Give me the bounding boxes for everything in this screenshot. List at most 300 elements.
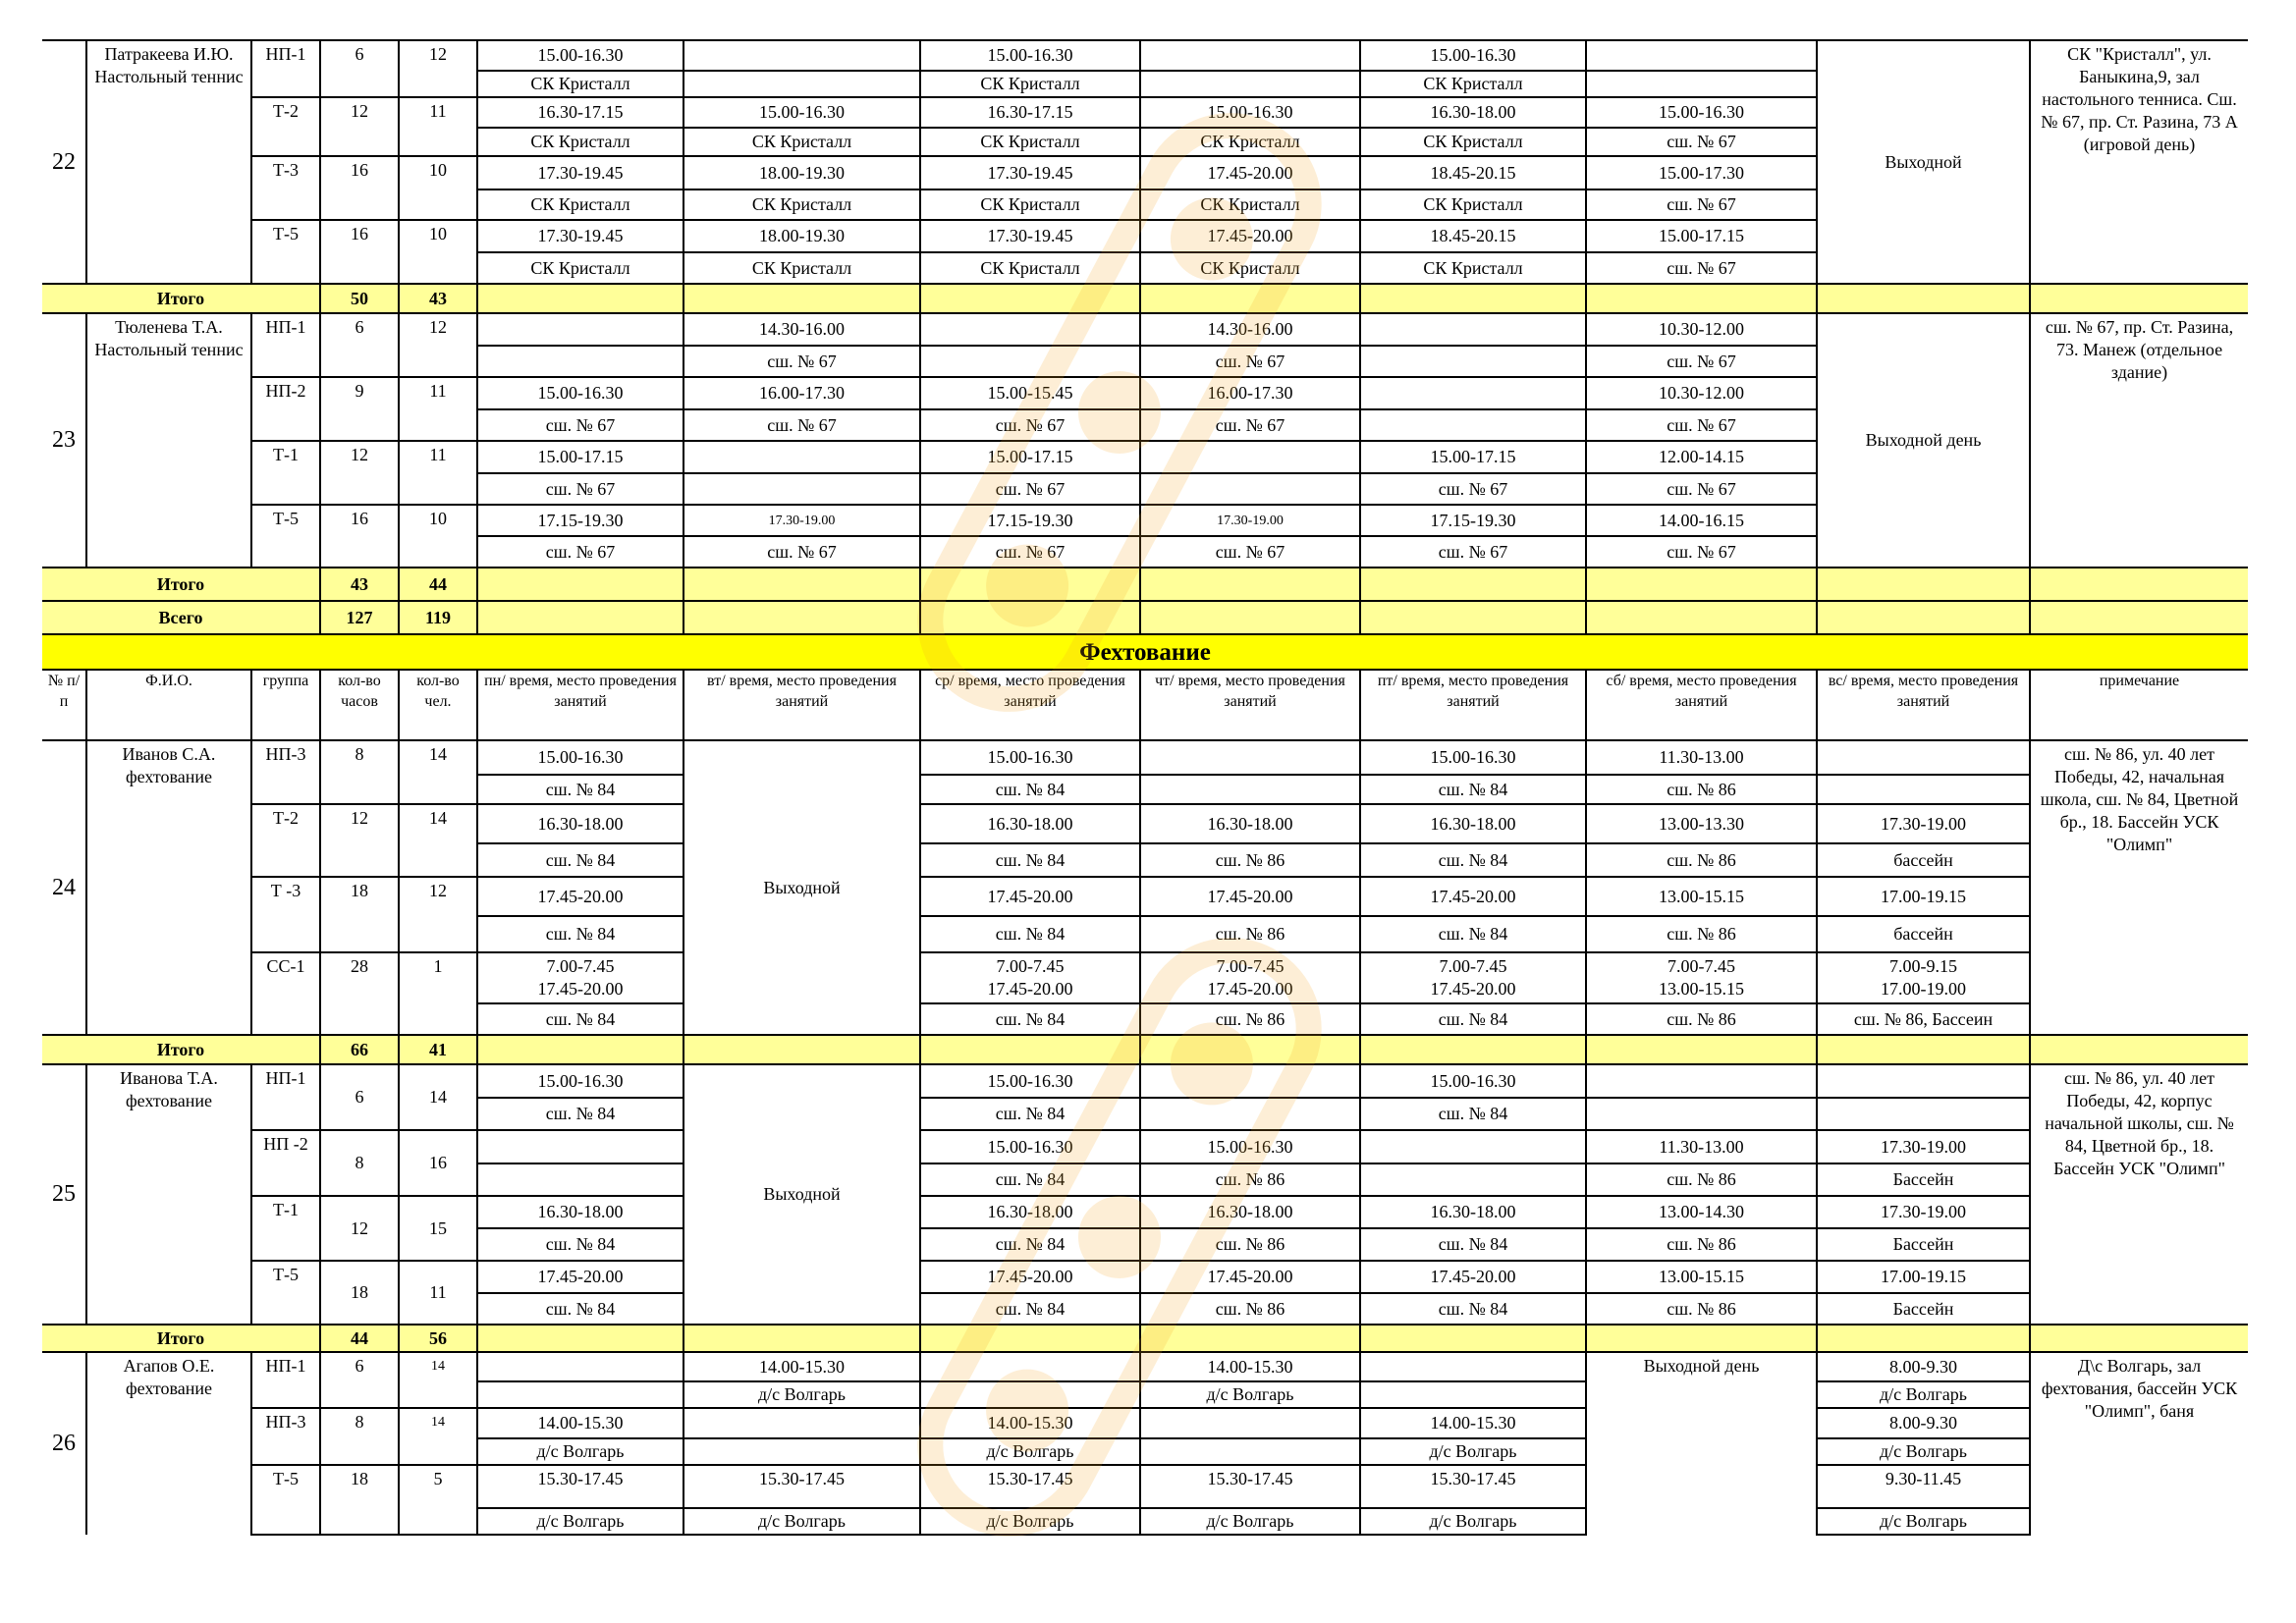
time-pm: 17.45-20.00 [987,979,1073,999]
col-header-people: кол-во чел. [399,670,477,740]
fri-time: 15.00-16.30 [1360,40,1586,71]
sun-time: 17.30-19.00 [1817,1130,2030,1163]
sun-place: Бассейн [1817,1293,2030,1325]
people-count: 14 [399,804,477,877]
people-count: 12 [399,313,477,377]
hours-count: 8 [320,740,399,804]
thu-place: СК Кристалл [1140,189,1360,220]
time-pm: 17.45-20.00 [1430,979,1516,999]
sun-time [1817,1064,2030,1098]
hours-count: 6 [320,313,399,377]
wed-place: сш. № 84 [920,843,1140,877]
sun-time [1817,740,2030,775]
wed-time [920,313,1140,346]
sat-time: 13.00-14.30 [1586,1196,1817,1228]
hours-count: 6 [320,40,399,97]
sat-time [1586,40,1817,71]
total-hours: 43 [320,568,399,601]
sun-time: 8.00-9.30 [1817,1352,2030,1381]
sat-place: сш. № 67 [1586,252,1817,284]
col-header-mon: пн/ время, место проведения занятий [477,670,683,740]
wed-place [920,1381,1140,1408]
sun-place [1817,775,2030,804]
thu-place [1140,775,1360,804]
col-header-thu: чт/ время, место проведения занятий [1140,670,1360,740]
total-row [42,568,2248,601]
tue-time [683,40,920,71]
thu-time: 17.45-20.00 [1140,220,1360,252]
group-name: СС-1 [251,952,320,1035]
group-name: Т-5 [251,1465,320,1535]
group-name: Т-2 [251,804,320,877]
tue-place: СК Кристалл [683,252,920,284]
mon-place: сш. № 84 [477,1098,683,1130]
mon-time: 16.30-18.00 [477,804,683,843]
thu-time: 16.00-17.30 [1140,377,1360,409]
row-number: 24 [42,740,86,1035]
thu-time: 17.45-20.00 [1140,1261,1360,1293]
tue-place: д/с Волгарь [683,1381,920,1408]
row-number: 26 [42,1352,86,1535]
sun-place: сш. № 86, Бассеин [1817,1003,2030,1035]
mon-time: 17.45-20.00 [477,1261,683,1293]
sun-time: 17.30-19.00 [1817,1196,2030,1228]
mon-place: сш. № 84 [477,843,683,877]
column-headers [42,670,2248,740]
wed-time: 15.00-16.30 [920,1064,1140,1098]
group-name: НП-3 [251,1408,320,1465]
coach-name: Тюленева Т.А. Настольный теннис [86,313,251,568]
col-header-note: примечание [2030,670,2248,740]
sun-place: бассейн [1817,843,2030,877]
sat-time: 13.00-15.15 [1586,1261,1817,1293]
col-header-sun: вс/ время, место проведения занятий [1817,670,2030,740]
section-title: Фехтование [42,634,2248,670]
thu-place: СК Кристалл [1140,252,1360,284]
wed-time: 16.30-18.00 [920,1196,1140,1228]
tue-place: сш. № 67 [683,409,920,441]
people-count: 1 [399,952,477,1035]
wed-time: 14.00-15.30 [920,1408,1140,1438]
thu-time: 14.30-16.00 [1140,313,1360,346]
tue-time: 14.00-15.30 [683,1352,920,1381]
hours-count: 12 [320,441,399,505]
mon-time: 15.00-16.30 [477,740,683,775]
fri-time: 18.45-20.15 [1360,156,1586,189]
wed-place: д/с Волгарь [920,1438,1140,1465]
fri-place [1360,1381,1586,1408]
wed-place: СК Кристалл [920,128,1140,156]
thu-time: 16.30-18.00 [1140,804,1360,843]
sat-time: 13.00-13.30 [1586,804,1817,843]
sun-time: 9.30-11.45 [1817,1465,2030,1508]
sat-place: сш. № 86 [1586,1228,1817,1261]
fri-time: 17.15-19.30 [1360,505,1586,536]
sun-place: д/с Волгарь [1817,1381,2030,1408]
wed-place: сш. № 84 [920,1228,1140,1261]
tue-time: 18.00-19.30 [683,156,920,189]
wed-place: сш. № 84 [920,775,1140,804]
row-number: 23 [42,313,86,568]
hours-count: 8 [320,1408,399,1465]
mon-place: сш. № 84 [477,1293,683,1325]
row-number: 25 [42,1064,86,1325]
thu-place: сш. № 86 [1140,1293,1360,1325]
hours-count: 18 [320,877,399,952]
time-pm: 17.00-19.00 [1881,979,1966,999]
fri-place: сш. № 84 [1360,1098,1586,1130]
mon-place: СК Кристалл [477,189,683,220]
fri-time: 14.00-15.30 [1360,1408,1586,1438]
total-people: 41 [399,1035,477,1064]
wed-place [920,346,1140,377]
sat-place: сш. № 86 [1586,1293,1817,1325]
hours-count: 12 [320,97,399,156]
sat-place: сш. № 67 [1586,346,1817,377]
sat-time: 12.00-14.15 [1586,441,1817,473]
total-label: Итого [42,1325,320,1352]
tue-time: 17.30-19.00 [683,505,920,536]
people-count: 14 [399,1352,477,1408]
people-count: 14 [399,1064,477,1130]
fri-time: 17.45-20.00 [1360,1261,1586,1293]
total-people: 44 [399,568,477,601]
wed-place: сш. № 67 [920,473,1140,505]
sat-place: сш. № 67 [1586,473,1817,505]
fri-place: сш. № 84 [1360,916,1586,952]
wed-place: СК Кристалл [920,189,1140,220]
sat-place: сш. № 86 [1586,916,1817,952]
sun-time-double [1817,952,2030,1003]
tue-place [683,71,920,97]
thu-place: сш. № 67 [1140,536,1360,568]
mon-place: СК Кристалл [477,128,683,156]
wed-place: сш. № 84 [920,1098,1140,1130]
mon-place: сш. № 84 [477,1228,683,1261]
mon-place [477,346,683,377]
col-header-tue: вт/ время, место проведения занятий [683,670,920,740]
fri-place [1360,409,1586,441]
group-name: Т-3 [251,156,320,220]
group-name: НП-1 [251,40,320,97]
sun-day-off: Выходной день [1817,313,2030,568]
fri-time [1360,1130,1586,1163]
col-header-sat: сб/ время, место проведения занятий [1586,670,1817,740]
tue-place: СК Кристалл [683,189,920,220]
sun-place: Бассейн [1817,1228,2030,1261]
sat-time: 13.00-15.15 [1586,877,1817,916]
tue-time: 15.30-17.45 [683,1465,920,1508]
wed-time: 15.00-16.30 [920,740,1140,775]
mon-time: 15.00-16.30 [477,1064,683,1098]
wed-place: СК Кристалл [920,252,1140,284]
time-pm: 13.00-15.15 [1659,979,1744,999]
fri-time [1360,1352,1586,1381]
sun-place: д/с Волгарь [1817,1508,2030,1535]
sat-place: сш. № 86 [1586,1003,1817,1035]
people-count: 11 [399,97,477,156]
wed-time-double [920,952,1140,1003]
sat-time: 10.30-12.00 [1586,377,1817,409]
hours-count: 16 [320,220,399,284]
hours-count: 18 [320,1261,399,1325]
sun-place: д/с Волгарь [1817,1438,2030,1465]
people-count: 10 [399,156,477,220]
thu-place: сш. № 86 [1140,1163,1360,1196]
hours-count: 28 [320,952,399,1035]
mon-time: 15.00-16.30 [477,40,683,71]
mon-place [477,1381,683,1408]
fri-place: сш. № 84 [1360,1228,1586,1261]
hours-count: 6 [320,1064,399,1130]
time-pm: 17.45-20.00 [1207,979,1293,999]
group-name: Т-5 [251,505,320,568]
row-number: 22 [42,40,86,284]
coach-name: Иванов С.А. фехтование [86,740,251,1035]
wed-time: 15.00-16.30 [920,1130,1140,1163]
total-people: 56 [399,1325,477,1352]
hours-count: 12 [320,804,399,877]
group-name: НП-1 [251,313,320,377]
sat-time: 15.00-17.30 [1586,156,1817,189]
mon-time: 16.30-17.15 [477,97,683,128]
mon-place [477,1163,683,1196]
tue-place [683,473,920,505]
tue-time: 18.00-19.30 [683,220,920,252]
people-count: 11 [399,441,477,505]
wed-time: 15.00-16.30 [920,40,1140,71]
fri-time: 15.00-16.30 [1360,740,1586,775]
thu-time [1140,441,1360,473]
group-name: НП-2 [251,377,320,441]
thu-time-double [1140,952,1360,1003]
fri-place [1360,346,1586,377]
hours-count: 8 [320,1130,399,1196]
mon-place: сш. № 84 [477,1003,683,1035]
mon-place: сш. № 67 [477,536,683,568]
mon-place: сш. № 84 [477,916,683,952]
sun-place: Бассейн [1817,1163,2030,1196]
thu-place: сш. № 86 [1140,916,1360,952]
mon-time: 15.00-16.30 [477,377,683,409]
mon-time: 14.00-15.30 [477,1408,683,1438]
tue-place: сш. № 67 [683,536,920,568]
thu-place: СК Кристалл [1140,128,1360,156]
mon-place: сш. № 67 [477,473,683,505]
wed-time: 17.45-20.00 [920,877,1140,916]
thu-time [1140,1408,1360,1438]
tue-place: д/с Волгарь [683,1508,920,1535]
wed-place: д/с Волгарь [920,1508,1140,1535]
people-count: 10 [399,505,477,568]
mon-time: 15.30-17.45 [477,1465,683,1508]
fri-place: сш. № 84 [1360,1293,1586,1325]
sat-time: 15.00-16.30 [1586,97,1817,128]
mon-time: 15.00-17.15 [477,441,683,473]
tue-time [683,1408,920,1438]
group-name: НП-1 [251,1064,320,1130]
tue-place [683,1438,920,1465]
col-header-fio: Ф.И.О. [86,670,251,740]
fri-place: сш. № 67 [1360,536,1586,568]
wed-time: 16.30-18.00 [920,804,1140,843]
thu-place: сш. № 67 [1140,346,1360,377]
thu-time: 15.00-16.30 [1140,97,1360,128]
wed-time: 15.00-15.45 [920,377,1140,409]
thu-place: сш. № 67 [1140,409,1360,441]
mon-time: 17.15-19.30 [477,505,683,536]
hours-count: 16 [320,505,399,568]
wed-time: 16.30-17.15 [920,97,1140,128]
thu-place: д/с Волгарь [1140,1381,1360,1408]
fri-place: д/с Волгарь [1360,1508,1586,1535]
wed-place: сш. № 84 [920,1003,1140,1035]
people-count: 11 [399,377,477,441]
thu-place: сш. № 86 [1140,843,1360,877]
people-count: 12 [399,40,477,97]
sat-place: сш. № 67 [1586,409,1817,441]
people-count: 12 [399,877,477,952]
fri-place: СК Кристалл [1360,189,1586,220]
total-hours: 66 [320,1035,399,1064]
total-people: 43 [399,284,477,313]
thu-place: сш. № 86 [1140,1003,1360,1035]
mon-place: д/с Волгарь [477,1438,683,1465]
wed-place: сш. № 84 [920,916,1140,952]
sat-place: сш. № 86 [1586,775,1817,804]
group-name: НП-3 [251,740,320,804]
grand-total-hours: 127 [320,601,399,634]
sun-place [1817,1098,2030,1130]
mon-time: 17.30-19.45 [477,220,683,252]
hours-count: 18 [320,1465,399,1535]
mon-time: 17.30-19.45 [477,156,683,189]
wed-time: 17.30-19.45 [920,156,1140,189]
note-cell: сш. № 86, ул. 40 лет Победы, 42, начальная школа, сш. № 84, Цветной бр., 18. Бассейн УСК "Олимп" [2030,740,2248,1035]
note-cell: СК "Кристалл", ул. Баныкина,9, зал настольного тенниса. Сш. № 67, пр. Ст. Разина, 73 А (игровой день) [2030,40,2248,284]
mon-place: СК Кристалл [477,71,683,97]
total-row [42,1325,2248,1352]
hours-count: 9 [320,377,399,441]
thu-time: 14.00-15.30 [1140,1352,1360,1381]
sat-time: 11.30-13.00 [1586,740,1817,775]
thu-time [1140,1064,1360,1098]
mon-time [477,1130,683,1163]
fri-time: 15.00-16.30 [1360,1064,1586,1098]
sat-time: 15.00-17.15 [1586,220,1817,252]
schedule-table [42,39,2248,1536]
people-count: 16 [399,1130,477,1196]
thu-place: сш. № 86 [1140,1228,1360,1261]
wed-place: сш. № 84 [920,1293,1140,1325]
fri-time: 18.45-20.15 [1360,220,1586,252]
mon-place: сш. № 84 [477,775,683,804]
total-label: Итого [42,1035,320,1064]
people-count: 14 [399,1408,477,1465]
group-name: Т-1 [251,441,320,505]
sat-place: сш. № 67 [1586,536,1817,568]
wed-place: сш. № 84 [920,1163,1140,1196]
hours-count: 12 [320,1196,399,1261]
sun-place: бассейн [1817,916,2030,952]
note-cell: сш. № 86, ул. 40 лет Победы, 42, корпус начальной школы, сш. № 84, Цветной бр., 18. Бассейн УСК "Олимп" [2030,1064,2248,1325]
wed-time: 17.15-19.30 [920,505,1140,536]
people-count: 14 [399,740,477,804]
wed-place: сш. № 67 [920,409,1140,441]
sun-time: 17.00-19.15 [1817,877,2030,916]
people-count: 10 [399,220,477,284]
fri-time: 16.30-18.00 [1360,97,1586,128]
sat-place [1586,1098,1817,1130]
grand-total-label: Всего [42,601,320,634]
people-count: 11 [399,1261,477,1325]
sun-time: 8.00-9.30 [1817,1408,2030,1438]
sat-place: сш. № 86 [1586,843,1817,877]
people-count: 5 [399,1465,477,1535]
mon-place: сш. № 67 [477,409,683,441]
total-label: Итого [42,284,320,313]
fri-time: 16.30-18.00 [1360,804,1586,843]
grand-total-people: 119 [399,601,477,634]
time-am: 7.00-7.45 [1439,956,1507,976]
coach-name: Патракеева И.Ю. Настольный теннис [86,40,251,284]
total-hours: 44 [320,1325,399,1352]
mon-time: 16.30-18.00 [477,1196,683,1228]
sun-day-off: Выходной [1817,40,2030,284]
mon-time-double [477,952,683,1003]
fri-time [1360,313,1586,346]
coach-name: Агапов О.Е. фехтование [86,1352,251,1535]
col-header-group: группа [251,670,320,740]
fri-place [1360,1163,1586,1196]
note-cell: Д\с Волгарь, зал фехтования, бассейн УСК "Олимп", баня [2030,1352,2248,1535]
thu-place: д/с Волгарь [1140,1508,1360,1535]
thu-time: 17.30-19.00 [1140,505,1360,536]
mon-time: 17.45-20.00 [477,877,683,916]
thu-time: 17.45-20.00 [1140,877,1360,916]
wed-time [920,1352,1140,1381]
total-row [42,284,2248,313]
thu-place [1140,71,1360,97]
fri-place: сш. № 67 [1360,473,1586,505]
fri-place: сш. № 84 [1360,1003,1586,1035]
wed-time: 17.30-19.45 [920,220,1140,252]
tue-time: 15.00-16.30 [683,97,920,128]
wed-time: 15.00-17.15 [920,441,1140,473]
tue-time: 16.00-17.30 [683,377,920,409]
group-name: Т-2 [251,97,320,156]
sat-time-double [1586,952,1817,1003]
total-label: Итого [42,568,320,601]
sat-time: 11.30-13.00 [1586,1130,1817,1163]
thu-time: 15.30-17.45 [1140,1465,1360,1508]
thu-place [1140,1098,1360,1130]
group-name: Т-5 [251,1261,320,1325]
wed-time: 15.30-17.45 [920,1465,1140,1508]
thu-time: 17.45-20.00 [1140,156,1360,189]
grand-total-row [42,601,2248,634]
time-am: 7.00-7.45 [1216,956,1285,976]
tue-time [683,441,920,473]
total-hours: 50 [320,284,399,313]
sat-time [1586,1064,1817,1098]
fri-place: сш. № 84 [1360,775,1586,804]
thu-place [1140,1438,1360,1465]
col-header-hours: кол-во часов [320,670,399,740]
fri-place: СК Кристалл [1360,252,1586,284]
sun-time: 17.00-19.15 [1817,1261,2030,1293]
fri-time: 15.30-17.45 [1360,1465,1586,1508]
